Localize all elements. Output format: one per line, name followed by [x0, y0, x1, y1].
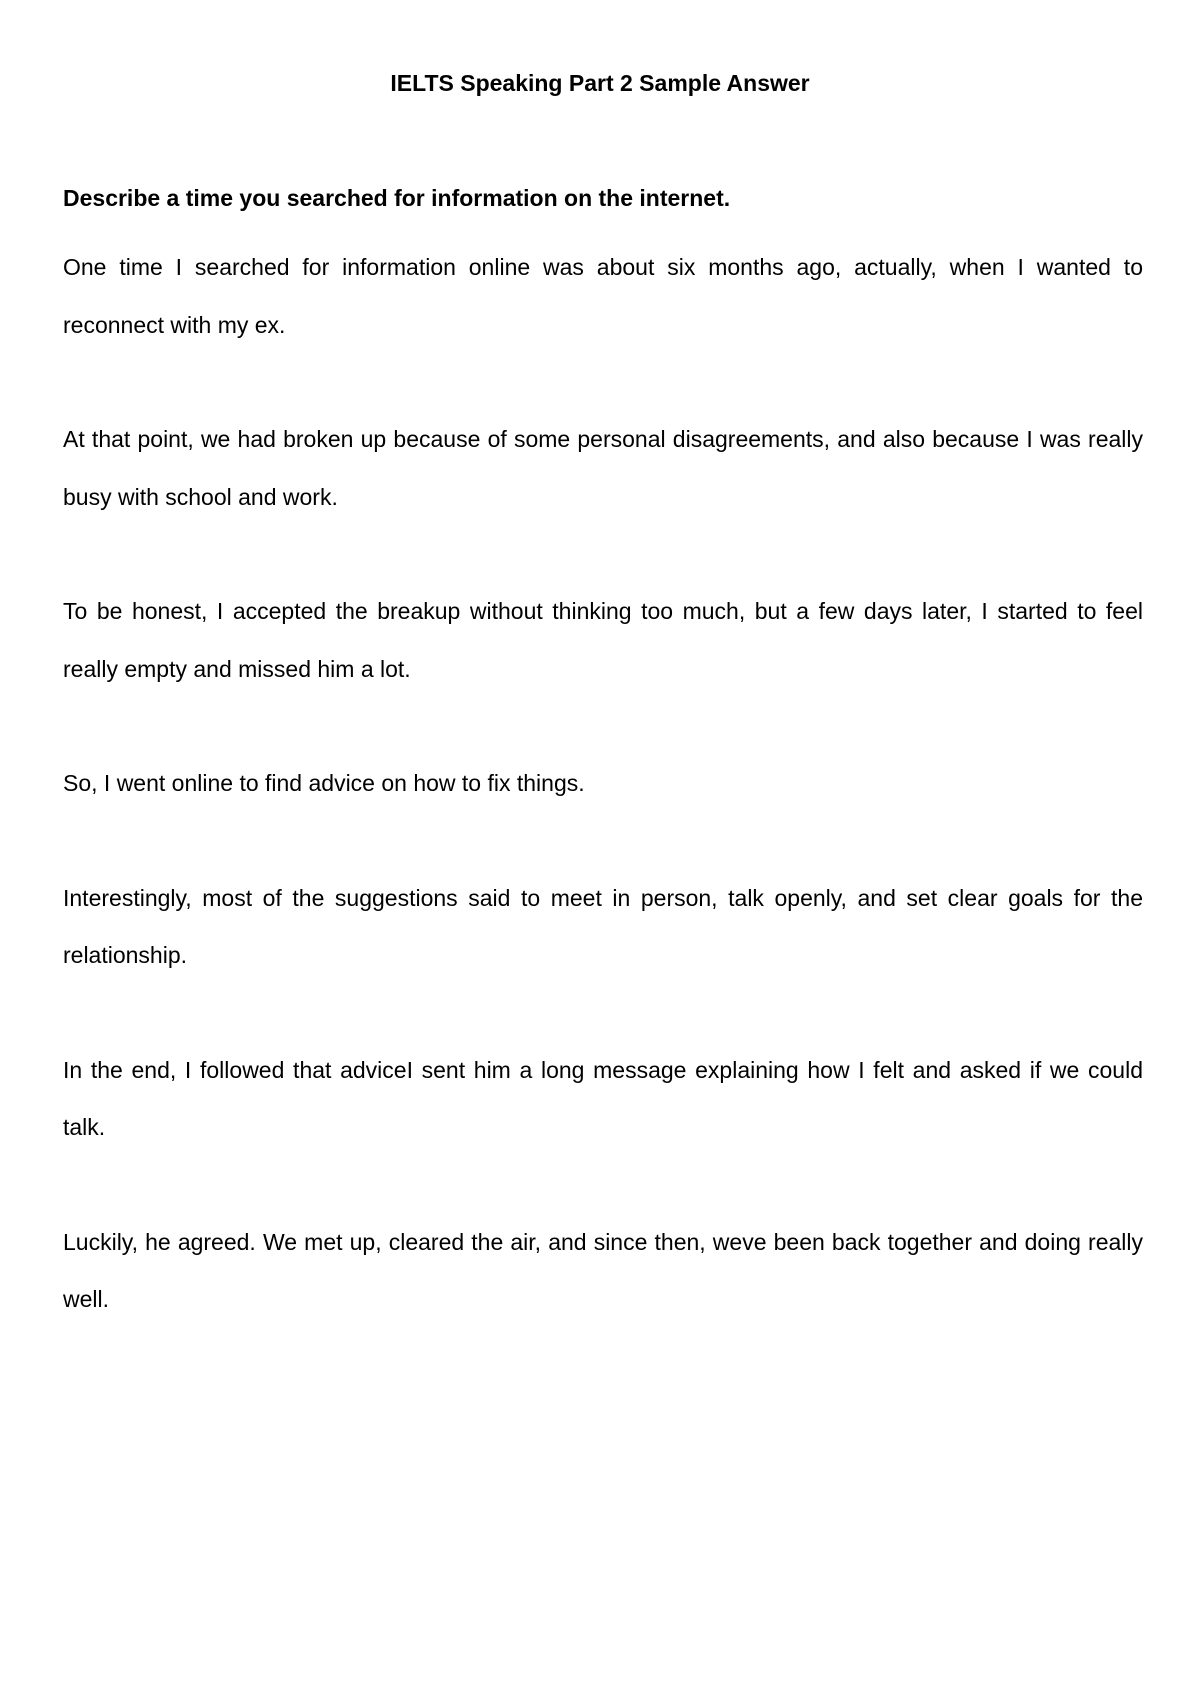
answer-paragraph: At that point, we had broken up because of some personal disagreements, and also because I was really busy with school and work. [63, 426, 1143, 510]
answer-paragraph: One time I searched for information online was about six months ago, actually, when I wanted to reconnect with my ex. [63, 254, 1143, 338]
question-prompt: Describe a time you searched for information on the internet. [63, 185, 731, 211]
answer-paragraph: To be honest, I accepted the breakup without thinking too much, but a few days later, I started to feel really empty and missed him a lot. [63, 598, 1143, 682]
answer-paragraph: Luckily, he agreed. We met up, cleared the air, and since then, weve been back together and doing really well. [63, 1228, 1143, 1312]
answer-paragraph: In the end, I followed that adviceI sent him a long message explaining how I felt and asked if we could talk. [63, 1056, 1143, 1140]
document-title: IELTS Speaking Part 2 Sample Answer [390, 70, 810, 96]
answer-paragraph: So, I went online to find advice on how to fix things. [63, 770, 585, 796]
document-body [63, 183, 1143, 1329]
answer-paragraph: Interestingly, most of the suggestions said to meet in person, talk openly, and set clear goals for the relationship. [63, 884, 1143, 968]
